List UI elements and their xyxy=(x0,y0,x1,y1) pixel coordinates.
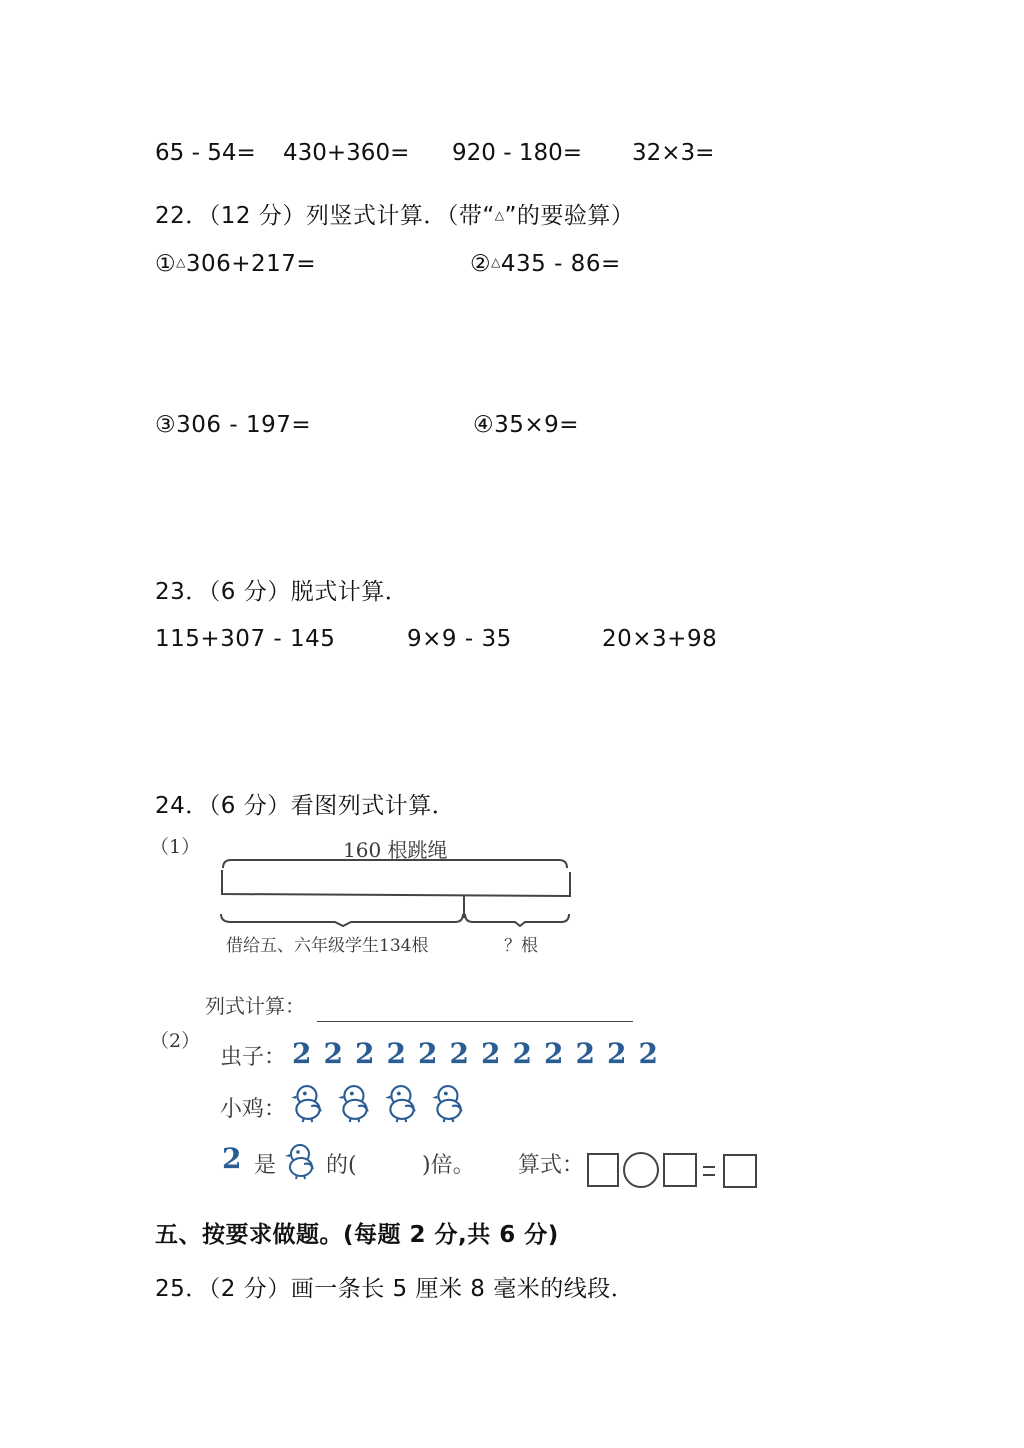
chick-icon xyxy=(431,1082,467,1124)
q23-item-3: 20×3+98 xyxy=(602,626,718,652)
worm-icon: 2 xyxy=(292,1037,312,1070)
strip-bar xyxy=(222,870,570,896)
q24-total-label: 160 根跳绳 xyxy=(343,838,448,862)
q22-title: 22．（12 分）列竖式计算．（带“△”的要验算） xyxy=(155,203,635,229)
answer-box-3[interactable] xyxy=(723,1154,757,1188)
worm-icon: 2 xyxy=(386,1037,406,1070)
q24-part2-label: （2） xyxy=(150,1030,201,1052)
worm-icon: 2 xyxy=(355,1037,375,1070)
worm-icon: 2 xyxy=(638,1037,658,1070)
operator-circle[interactable] xyxy=(623,1152,659,1188)
q21-item-4: 32×3= xyxy=(632,140,715,166)
q23-item-2: 9×9 - 35 xyxy=(407,626,512,652)
worm-icon: 2 xyxy=(575,1037,595,1070)
q24-formula1-label: 列式计算： xyxy=(205,994,305,1018)
worm-icon: 2 xyxy=(481,1037,501,1070)
chick-icon xyxy=(284,1142,318,1180)
q21-item-3: 920 - 180= xyxy=(452,140,582,166)
chick-row-label: 小鸡： xyxy=(220,1097,287,1122)
q24-title: 24．（6 分）看图列式计算． xyxy=(155,793,456,819)
bar-diagram xyxy=(215,856,575,936)
equals-sign xyxy=(703,1166,715,1176)
section5-title: 五、按要求做题。(每题 2 分,共 6 分) xyxy=(155,1222,559,1248)
q21-item-1: 65 - 54= xyxy=(155,140,256,166)
question-times: )倍。 xyxy=(422,1153,475,1178)
chick-icon xyxy=(290,1082,326,1124)
question-of: 的( xyxy=(326,1153,357,1178)
q22-item-3: ③306 - 197= xyxy=(155,412,312,438)
worm-row-label: 虫子： xyxy=(220,1045,287,1070)
top-brace xyxy=(223,860,567,868)
triangle-icon: △ xyxy=(176,255,186,269)
q23-title: 23．（6 分）脱式计算． xyxy=(155,579,409,605)
worm-icon: 2 xyxy=(544,1037,564,1070)
answer-box-1[interactable] xyxy=(587,1153,619,1187)
chick-icon xyxy=(337,1082,373,1124)
formula2-label: 算式： xyxy=(518,1153,585,1178)
q25-title: 25．（2 分）画一条长 5 厘米 8 毫米的线段． xyxy=(155,1276,635,1302)
q24-right-part-label: ？根 xyxy=(504,936,538,956)
q21-item-2: 430+360= xyxy=(283,140,410,166)
q22-item-1: ①△306+217= xyxy=(155,251,317,277)
chick-row xyxy=(290,1082,490,1128)
answer-line xyxy=(317,1021,633,1022)
q22-item-2: ②△435 - 86= xyxy=(470,251,621,277)
worm-icon: 2 xyxy=(449,1037,469,1070)
bottom-brace-left xyxy=(221,914,463,926)
bottom-brace-right xyxy=(465,914,569,926)
q24-left-part-label: 借给五、六年级学生134根 xyxy=(226,936,429,956)
worm-icon: 2 xyxy=(512,1037,532,1070)
worm-icon: 2 xyxy=(607,1037,627,1070)
chick-icon xyxy=(384,1082,420,1124)
answer-box-2[interactable] xyxy=(663,1153,697,1187)
worm-icon: 2 xyxy=(418,1037,438,1070)
q23-item-1: 115+307 - 145 xyxy=(155,626,336,652)
q24-part2-question xyxy=(222,1142,782,1186)
triangle-icon: △ xyxy=(494,208,505,222)
q24-part1-label: （1） xyxy=(150,836,201,858)
worm-row xyxy=(292,1037,672,1077)
worm-icon: 2 xyxy=(222,1142,242,1175)
triangle-icon: △ xyxy=(491,255,501,269)
question-is: 是 xyxy=(254,1153,277,1178)
worm-icon: 2 xyxy=(323,1037,343,1070)
q22-item-4: ④35×9= xyxy=(473,412,580,438)
